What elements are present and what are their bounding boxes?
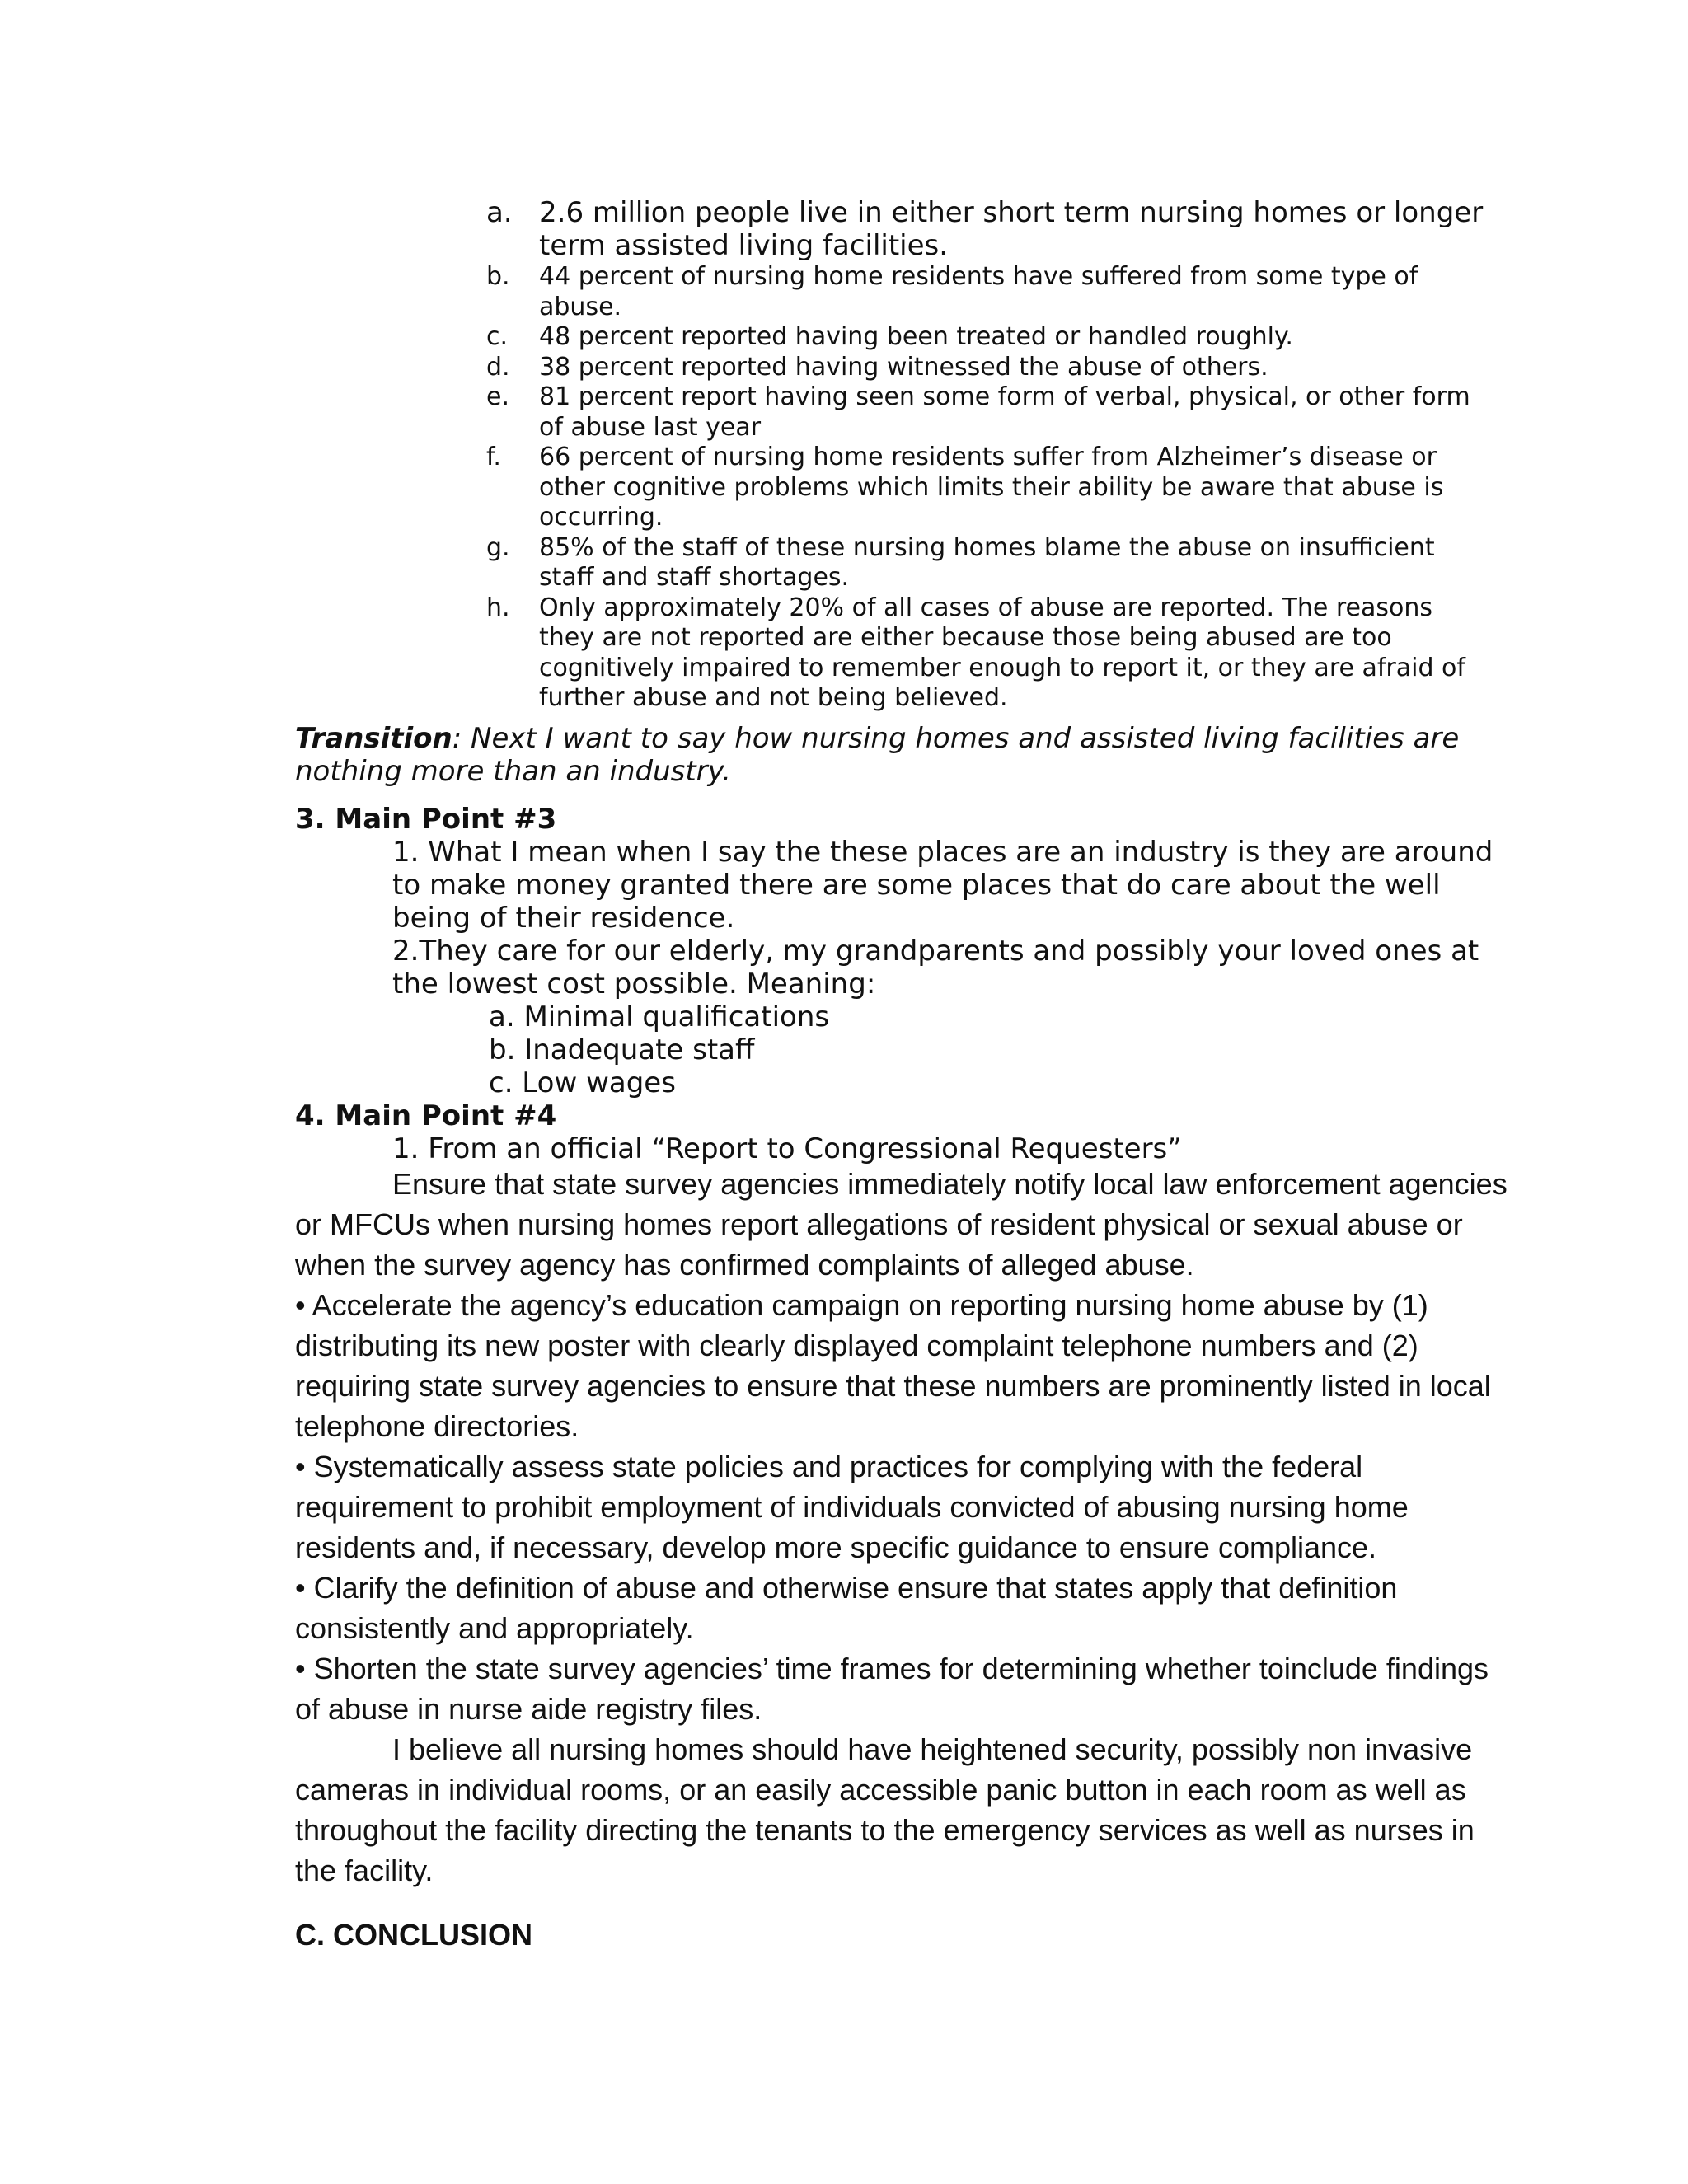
stat-marker: e. bbox=[486, 382, 509, 411]
report-bullet-1: • Accelerate the agency’s education campaign on reporting nursing home abuse by (1) distributing its new poster with clearly displayed complaint telephone numbers and (2) requiring state survey agencies to ensure that these numbers are prominently listed in local telephone directories. bbox=[295, 1288, 1491, 1443]
stat-item-a bbox=[486, 196, 1484, 262]
report-bullet-3: • Clarify the definition of abuse and otherwise ensure that states apply that definition consistently and appropriately. bbox=[295, 1571, 1398, 1645]
stat-text: 48 percent reported having been treated or handled roughly. bbox=[539, 322, 1293, 351]
stat-text: 85% of the staff of these nursing homes blame the abuse on insufficient staff and staff shortages. bbox=[539, 532, 1435, 592]
opinion-paragraph: I believe all nursing homes should have heightened security, possibly non invasive cameras in individual rooms, or an easily accessible panic button in each room as well as throughout the facility directing the tenants to the emergency services as well as nurses in the facility. bbox=[295, 1732, 1475, 1887]
stat-marker: a. bbox=[486, 196, 513, 229]
transition-label: Transition bbox=[295, 722, 452, 755]
stat-marker: g. bbox=[486, 532, 510, 562]
stat-text: 2.6 million people live in either short term nursing homes or longer term assisted living facilities. bbox=[539, 196, 1484, 262]
stat-marker: d. bbox=[486, 352, 510, 382]
stat-marker: c. bbox=[486, 322, 509, 351]
stat-marker: f. bbox=[486, 443, 501, 471]
report-bullet-4: • Shorten the state survey agencies’ time frames for determining whether toinclude findings of abuse in nurse aide registry files. bbox=[295, 1652, 1489, 1726]
stat-item-c bbox=[486, 322, 1484, 353]
main-point-3-sub-a: a. Minimal qualifications bbox=[489, 1001, 830, 1033]
stat-item-f bbox=[486, 443, 1484, 533]
main-point-3-item-2: 2.They care for our elderly, my grandparents and possibly your loved ones at the lowest cost possible. Meaning: bbox=[392, 935, 1479, 1001]
stat-item-d bbox=[486, 353, 1484, 383]
stat-text: 66 percent of nursing home residents suffer from Alzheimer’s disease or other cognitive problems which limits their ability be aware that abuse is occurring. bbox=[539, 443, 1444, 532]
main-point-4-item-1: 1. From an official “Report to Congressional Requesters” bbox=[392, 1132, 1182, 1165]
transition-text: : Next I want to say how nursing homes and assisted living facilities are nothing more than an industry. bbox=[295, 722, 1460, 788]
main-point-3-item-1: 1. What I mean when I say the these places are an industry is they are around to make money granted there are some places that do care about the well being of their residence. bbox=[392, 836, 1493, 935]
report-bullet-2: • Systematically assess state policies and practices for complying with the federal requirement to prohibit employment of individuals convicted of abusing nursing home residents and, if necessary, develop more specific guidance to ensure compliance. bbox=[295, 1450, 1409, 1564]
stat-text: 38 percent reported having witnessed the abuse of others. bbox=[539, 352, 1268, 382]
stat-text: Only approximately 20% of all cases of abuse are reported. The reasons they are not reported are either because those being abused are too cognitively impaired to remember enough to report it, or they are afraid of further abuse and not being believed. bbox=[539, 593, 1465, 712]
stat-item-e bbox=[486, 382, 1484, 443]
main-point-3-heading: 3. Main Point #3 bbox=[295, 803, 557, 836]
statistics-list bbox=[486, 196, 1484, 714]
main-point-4-heading: 4. Main Point #4 bbox=[295, 1099, 557, 1132]
stat-text: 81 percent report having seen some form of verbal, physical, or other form of abuse last year bbox=[539, 382, 1470, 442]
stat-text: 44 percent of nursing home residents have suffered from some type of abuse. bbox=[539, 262, 1418, 321]
main-point-3-sub-b: b. Inadequate staff bbox=[489, 1033, 755, 1066]
stat-marker: b. bbox=[486, 262, 510, 291]
main-point-3-sub-c: c. Low wages bbox=[489, 1066, 676, 1099]
stat-item-b bbox=[486, 262, 1484, 322]
report-recommendation-intro: Ensure that state survey agencies immediately notify local law enforcement agencies or MFCUs when nursing homes report allegations of resident physical or sexual abuse or when the survey agency has confirmed complaints of alleged abuse. bbox=[295, 1167, 1507, 1282]
stat-marker: h. bbox=[486, 593, 510, 622]
transition-paragraph bbox=[295, 722, 1498, 788]
stat-item-h bbox=[486, 593, 1484, 714]
stat-item-g bbox=[486, 533, 1484, 593]
conclusion-heading: C. CONCLUSION bbox=[295, 1918, 532, 1952]
